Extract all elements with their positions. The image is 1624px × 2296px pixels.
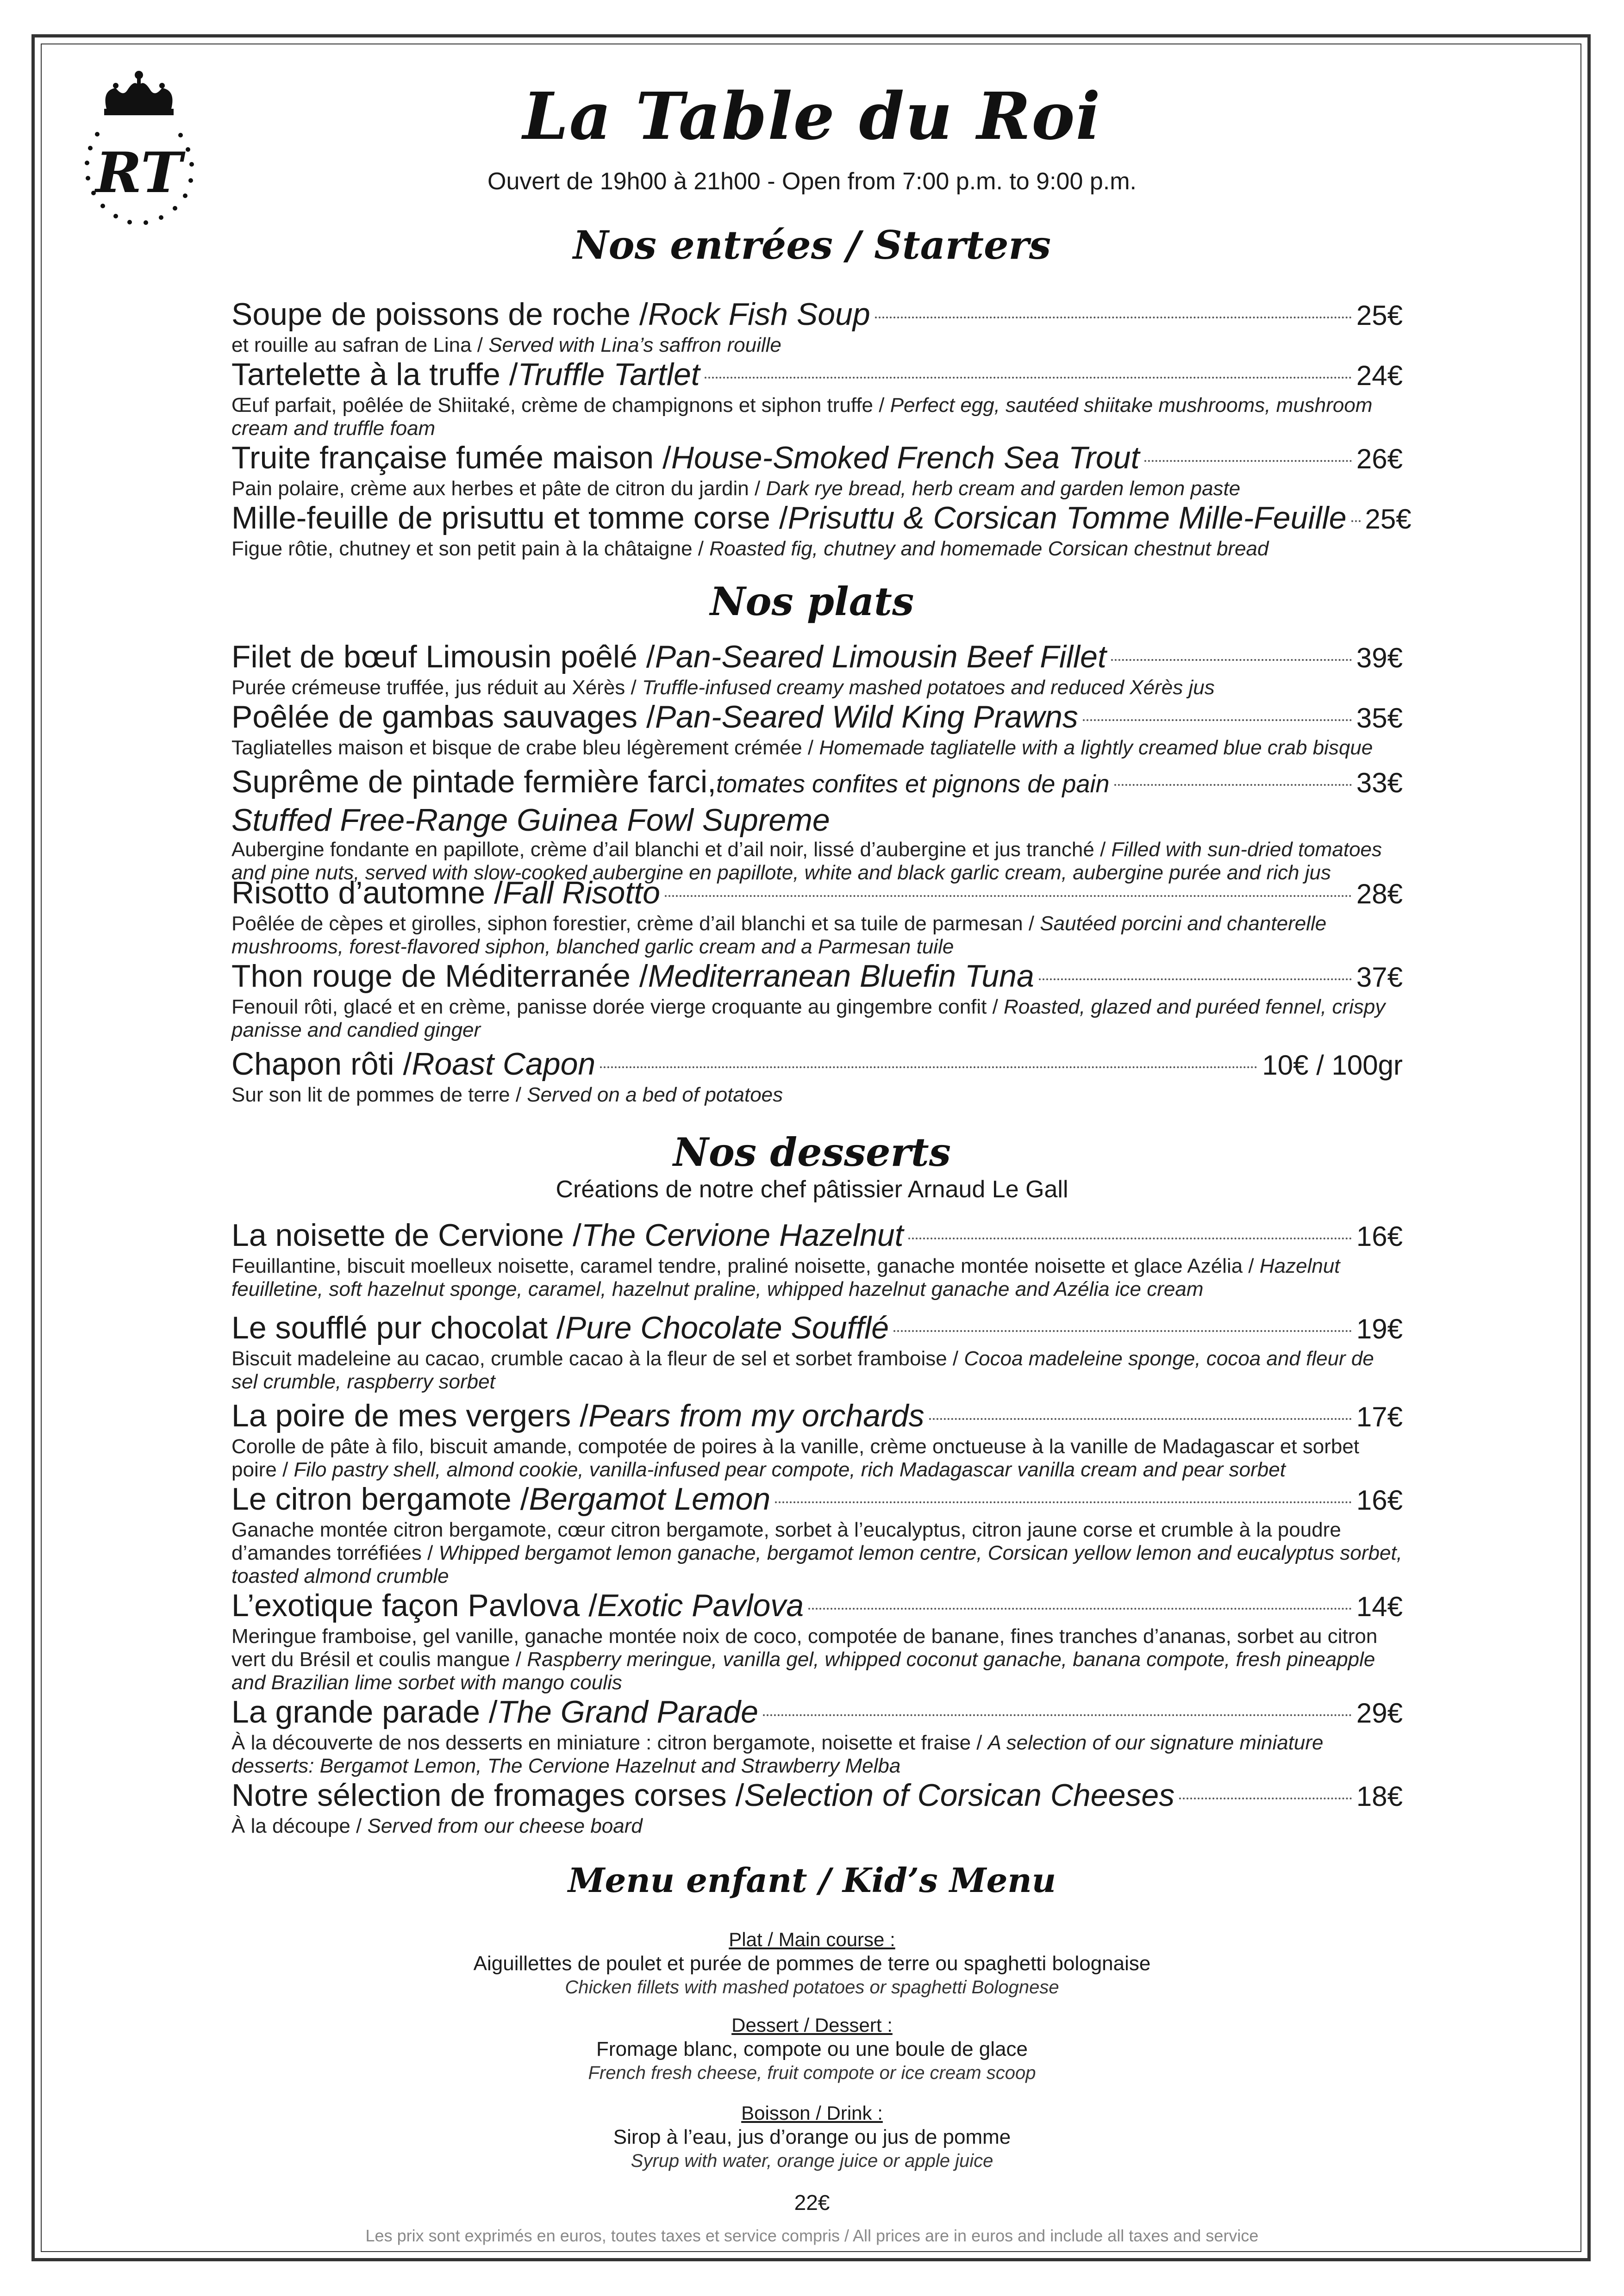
item-price: 16€ [1356,1485,1403,1516]
item-name-en: Mediterranean Bluefin Tuna [648,958,1034,994]
item-name-fr: Tartelette à la truffe / [231,357,518,392]
item-name-en: Roast Capon [412,1046,596,1082]
leader-dots [600,1066,1257,1068]
item-name-en: House-Smoked French Sea Trout [671,440,1140,475]
item-description: Tagliatelles maison et bisque de crabe bleu légèrement crémée / Homemade tagliatelle with a lightly creamed blue crab bisque [231,736,1373,759]
leader-dots [1039,978,1352,980]
leader-dots [763,1714,1352,1716]
item-price: 26€ [1356,443,1403,474]
leader-dots [775,1501,1352,1503]
leader-dots [893,1330,1352,1332]
item-description: À la découpe / Served from our cheese board [231,1815,643,1837]
kids-main-course [0,1928,1624,1999]
item-name-fr: Mille-feuille de prisuttu et tomme corse / [231,500,788,535]
kids-item-fr: Sirop à l’eau, jus d’orange ou jus de pomme [613,2126,1011,2148]
item-name-en: Pan-Seared Wild King Prawns [655,699,1078,734]
leader-dots [1351,520,1361,522]
item-name-en: Truffle Tartlet [518,357,700,392]
menu-item [231,1310,1403,1394]
item-name-en: Rock Fish Soup [648,297,870,332]
item-name-fr: Notre sélection de fromages corses / [231,1778,744,1813]
kids-item-fr: Aiguillettes de poulet et purée de pommes de terre ou spaghetti bolognaise [473,1952,1151,1975]
leader-dots [665,895,1352,897]
item-description: À la découverte de nos desserts en miniature : citron bergamote, noisette et fraise / A selection of our signature miniature desserts: Bergamot Lemon, The Cervione Hazelnut and Strawberry Melba [231,1731,1324,1777]
item-price: 39€ [1356,642,1403,673]
item-description: Meringue framboise, gel vanille, ganache montée noix de coco, compotée de banane, fines tranches d’ananas, sorbet au citron vert du Brésil et coulis mangue / Raspberry meringue, vanilla gel, whipped coconut ganache, banana compote, fresh pineapple and Brazilian lime sorbet with mango coulis [231,1625,1378,1694]
item-price: 17€ [1356,1401,1403,1432]
menu-item [231,1587,1403,1694]
menu-item [231,500,1412,560]
item-name-fr: Thon rouge de Méditerranée / [231,958,648,994]
item-description: Œuf parfait, poêlée de Shiitaké, crème de champignons et siphon truffe / Perfect egg, sautéed shiitake mushrooms, mushroom cream and truffle foam [231,394,1373,440]
item-description: et rouille au safran de Lina / Served with Lina’s saffron rouille [231,334,781,356]
item-description: Fenouil rôti, glacé et en crème, panisse dorée vierge croquante au gingembre confit / Roasted, glazed and puréed fennel, crispy panisse and candied ginger [231,996,1386,1041]
item-name-fr: Le soufflé pur chocolat / [231,1310,565,1345]
item-price: 14€ [1356,1591,1403,1622]
item-name-en: The Cervione Hazelnut [581,1218,904,1253]
menu-item [231,1777,1403,1838]
item-description: Sur son lit de pommes de terre / Served on a bed of potatoes [231,1083,783,1106]
item-price: 25€ [1365,504,1412,535]
item-price: 33€ [1356,767,1403,798]
footer-note: Les prix sont exprimés en euros, toutes taxes et service compris / All prices are in euros and include all taxes and service [365,2226,1259,2245]
item-description: Corolle de pâte à filo, biscuit amande, compotée de poires à la vanille, crème onctueuse à la vanille de Madagascar et sorbet poire / Filo pastry shell, almond cookie, vanilla-infused pear compote, rich Madagascar vanilla cream and pear sorbet [231,1435,1360,1481]
item-price: 24€ [1356,360,1403,391]
item-description: Ganache montée citron bergamote, cœur citron bergamote, sorbet à l’eucalyptus, citron jaune corse et crumble à la poudre d’amandes torréfiées / Whipped bergamot lemon ganache, bergamot lemon centre, Corsican yellow lemon and eucalyptus sorbet, toasted almond crumble [231,1518,1402,1587]
item-name-fr: Poêlée de gambas sauvages / [231,699,655,734]
item-price: 18€ [1356,1781,1403,1812]
item-price: 16€ [1356,1221,1403,1252]
leader-dots [929,1418,1352,1420]
item-price: 35€ [1356,703,1403,734]
menu-item [231,699,1403,759]
item-name-fr: Chapon rôti / [231,1046,412,1082]
item-name-en: Pure Chocolate Soufflé [565,1310,889,1345]
item-name-fr: La poire de mes vergers / [231,1398,589,1433]
kids-menu-price: 22€ [794,2190,830,2215]
item-description: Poêlée de cèpes et girolles, siphon forestier, crème d’ail blanchi et sa tuile de parmesan / Sautéed porcini and chanterelle mushrooms, forest-flavored siphon, blanched garlic cream and a Parmesan tuile [231,912,1327,958]
item-name-detail: tomates confites et pignons de pain [716,770,1110,798]
mains-title: Nos plats [710,579,914,624]
leader-dots [875,317,1352,318]
menu-item [231,1217,1403,1301]
desserts-title: Nos desserts [673,1129,951,1175]
menu-item [231,875,1403,958]
item-name-en: Stuffed Free-Range Guinea Fowl Supreme [231,803,830,838]
leader-dots [1114,784,1352,786]
kids-dessert [0,2013,1624,2084]
kids-item-en: Syrup with water, orange juice or apple juice [631,2151,993,2171]
item-name-fr: Truite française fumée maison / [231,440,671,475]
starters-title: Nos entrées / Starters [573,222,1051,268]
item-name-en: Pears from my orchards [588,1398,924,1433]
item-price: 25€ [1356,300,1403,331]
menu-item [231,639,1403,699]
kids-section-heading: Dessert / Dessert : [731,2014,893,2036]
item-description: Aubergine fondante en papillote, crème d’ail blanchi et d’ail noir, lissé d’aubergine et jus tranché / Filled with sun-dried tomatoes and pine nuts, served with slow-cooked aubergine en papillote, white and black garlic cream, aubergine purée and rich jus [231,838,1382,884]
item-name-fr: Soupe de poissons de roche / [231,297,648,332]
kids-section-heading: Boisson / Drink : [741,2102,883,2124]
menu-item [231,1046,1403,1107]
menu-item [231,440,1403,500]
item-name-en: Pan-Seared Limousin Beef Fillet [655,639,1106,674]
leader-dots [908,1238,1352,1239]
item-name-fr: Suprême de pintade fermière farci, [231,764,716,799]
item-name-fr: La noisette de Cervione / [231,1218,582,1253]
leader-dots [1083,719,1352,721]
menu-item [231,356,1403,440]
item-description: Biscuit madeleine au cacao, crumble cacao à la fleur de sel et sorbet framboise / Cocoa madeleine sponge, cocoa and fleur de sel crumble, raspberry sorbet [231,1347,1374,1393]
item-price: 28€ [1356,878,1403,909]
leader-dots [1144,460,1352,462]
kids-drink [0,2101,1624,2172]
item-name-en: Exotic Pavlova [597,1588,804,1623]
leader-dots [808,1608,1352,1610]
item-name-fr: Le citron bergamote / [231,1481,529,1517]
kids-item-en: Chicken fillets with mashed potatoes or spaghetti Bolognese [565,1977,1059,1997]
item-price: 37€ [1356,962,1403,993]
desserts-subtitle: Créations de notre chef pâtissier Arnaud Le Gall [556,1176,1068,1203]
menu-item [231,296,1403,357]
item-price: 29€ [1356,1698,1403,1729]
item-name-fr: Risotto d’automne / [231,875,503,910]
menu-item [231,958,1403,1042]
menu-item [231,1694,1403,1778]
kids-item-en: French fresh cheese, fruit compote or ice cream scoop [588,2063,1036,2083]
kids-item-fr: Fromage blanc, compote ou une boule de glace [596,2038,1028,2060]
leader-dots [1111,659,1352,661]
menu-item [231,764,1403,884]
item-name-fr: L’exotique façon Pavlova / [231,1588,598,1623]
opening-hours: Ouvert de 19h00 à 21h00 - Open from 7:00 p.m. to 9:00 p.m. [487,168,1137,195]
item-name-fr: Filet de bœuf Limousin poêlé / [231,639,655,674]
leader-dots [1179,1798,1352,1799]
item-description: Purée crémeuse truffée, jus réduit au Xérès / Truffle-infused creamy mashed potatoes and reduced Xérès jus [231,676,1215,699]
item-price: 10€ / 100gr [1262,1050,1403,1081]
item-description: Pain polaire, crème aux herbes et pâte de citron du jardin / Dark rye bread, herb cream and garden lemon paste [231,477,1241,500]
item-price: 19€ [1356,1313,1403,1344]
item-name-en: Prisuttu & Corsican Tomme Mille-Feuille [787,500,1347,535]
menu-item [231,1481,1403,1588]
item-name-en: Selection of Corsican Cheeses [744,1778,1175,1813]
svg-text:RT: RT [95,140,182,205]
item-name-en: Fall Risotto [502,875,660,910]
item-name-en: Bergamot Lemon [529,1481,771,1517]
item-description: Figue rôtie, chutney et son petit pain à la châtaigne / Roasted fig, chutney and homemade Corsican chestnut bread [231,537,1269,560]
restaurant-title: La Table du Roi [523,79,1101,155]
item-description: Feuillantine, biscuit moelleux noisette, caramel tendre, praliné noisette, ganache montée noisette et glace Azélia / Hazelnut feuilletine, soft hazelnut sponge, caramel, hazelnut praline, whipped hazelnut ganache and Azélia ice cream [231,1255,1340,1300]
leader-dots [705,377,1352,379]
item-name-en: The Grand Parade [497,1694,758,1730]
item-name-fr: La grande parade / [231,1694,498,1730]
kids-section-heading: Plat / Main course : [729,1929,895,1950]
menu-item [231,1398,1403,1481]
kids-menu-title: Menu enfant / Kid’s Menu [568,1860,1056,1900]
